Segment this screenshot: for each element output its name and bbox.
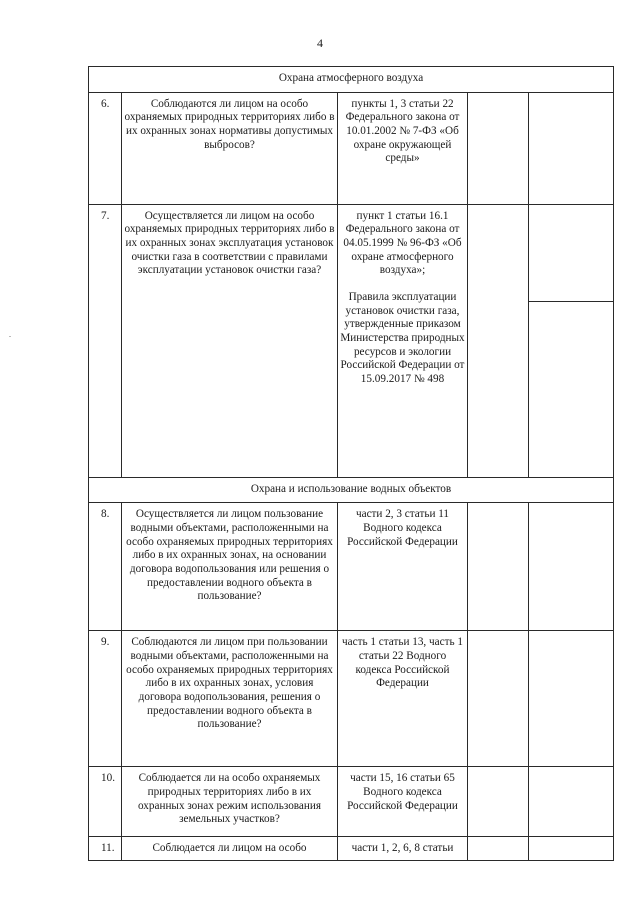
reference-cell: [338, 503, 468, 631]
reference-text: части 15, 16 статьи 65 Водного кодекса Российской Федерации: [347, 772, 458, 812]
table-row: [89, 767, 614, 837]
page-number: 4: [317, 36, 323, 50]
reference-cell: [338, 767, 468, 837]
question-cell: Соблюдается ли лицом на особо: [122, 837, 338, 861]
question-cell: Соблюдаются ли лицом при пользовании водными объектами, расположенными на особо охраняемых природных территориях либо в их охранных зонах, условия договора водопользования, решения о предоставлении водного объекта в пользование?: [122, 631, 338, 767]
reference-text: часть 1 статьи 13, часть 1 статьи 22 Водного кодекса Российской Федерации: [342, 636, 463, 690]
table-row: [89, 837, 614, 861]
answer-cell: [468, 503, 529, 631]
table-row: [89, 92, 614, 204]
table-row: [89, 503, 614, 631]
row-number: 10.: [89, 767, 122, 837]
row-number: 9.: [89, 631, 122, 767]
reference-text: части 2, 3 статьи 11 Водного кодекса Российской Федерации: [347, 508, 458, 548]
answer-cell: [468, 767, 529, 837]
table-row: [89, 631, 614, 767]
answer-cell: [468, 837, 529, 861]
question-cell: Осуществляется ли лицом пользование водными объектами, расположенными на особо охраняемых природных территориях либо в их охранных зонах, на основании договора водопользования или решения о предоставлении водного объекта в пользование?: [122, 503, 338, 631]
table-row: [89, 204, 614, 477]
reference-cell: [338, 837, 468, 861]
note-cell: [529, 837, 614, 861]
scan-mark: [9, 336, 11, 337]
reference-text: Правила эксплуатации установок очистки газа, утвержденные приказом Министерства природных ресурсов и экологии Российской Федерации от 15.09.2017 № 498: [340, 290, 465, 385]
note-cell: [529, 92, 614, 204]
question-cell: Соблюдается ли на особо охраняемых природных территориях либо в их охранных зонах режим использования земельных участков?: [122, 767, 338, 837]
answer-cell: [468, 204, 529, 477]
question-cell: Соблюдаются ли лицом на особо охраняемых природных территориях либо в их охранных зонах нормативы допустимых выбросов?: [122, 92, 338, 204]
section-header-row: [89, 477, 614, 503]
row-number: 6.: [89, 92, 122, 204]
note-cell: [529, 503, 614, 631]
checklist-table: [88, 66, 614, 861]
section-header-row: [89, 67, 614, 93]
section-title: Охрана и использование водных объектов: [89, 477, 614, 503]
reference-text: пункт 1 статьи 16.1 Федерального закона от 04.05.1999 № 96-ФЗ «Об охране атмосферного воздуха»;: [343, 209, 462, 277]
reference-cell: [338, 631, 468, 767]
reference-text: части 1, 2, 6, 8 статьи: [351, 842, 454, 855]
note-cell: [529, 767, 614, 837]
cell-divider: [529, 301, 613, 302]
row-number: 11.: [89, 837, 122, 861]
section-title: Охрана атмосферного воздуха: [89, 67, 614, 93]
answer-cell: [468, 92, 529, 204]
note-cell: [529, 631, 614, 767]
reference-cell: [338, 204, 468, 477]
row-number: 7.: [89, 204, 122, 477]
note-cell: [529, 204, 614, 477]
reference-text: пункты 1, 3 статьи 22 Федерального закона от 10.01.2002 № 7-ФЗ «Об охране окружающей среды»: [345, 97, 460, 165]
question-cell: Осуществляется ли лицом на особо охраняемых природных территориях либо в их охранных зонах эксплуатация установок очистки газа в соответствии с правилами эксплуатации установок очистки газа?: [122, 204, 338, 477]
reference-cell: [338, 92, 468, 204]
row-number: 8.: [89, 503, 122, 631]
answer-cell: [468, 631, 529, 767]
